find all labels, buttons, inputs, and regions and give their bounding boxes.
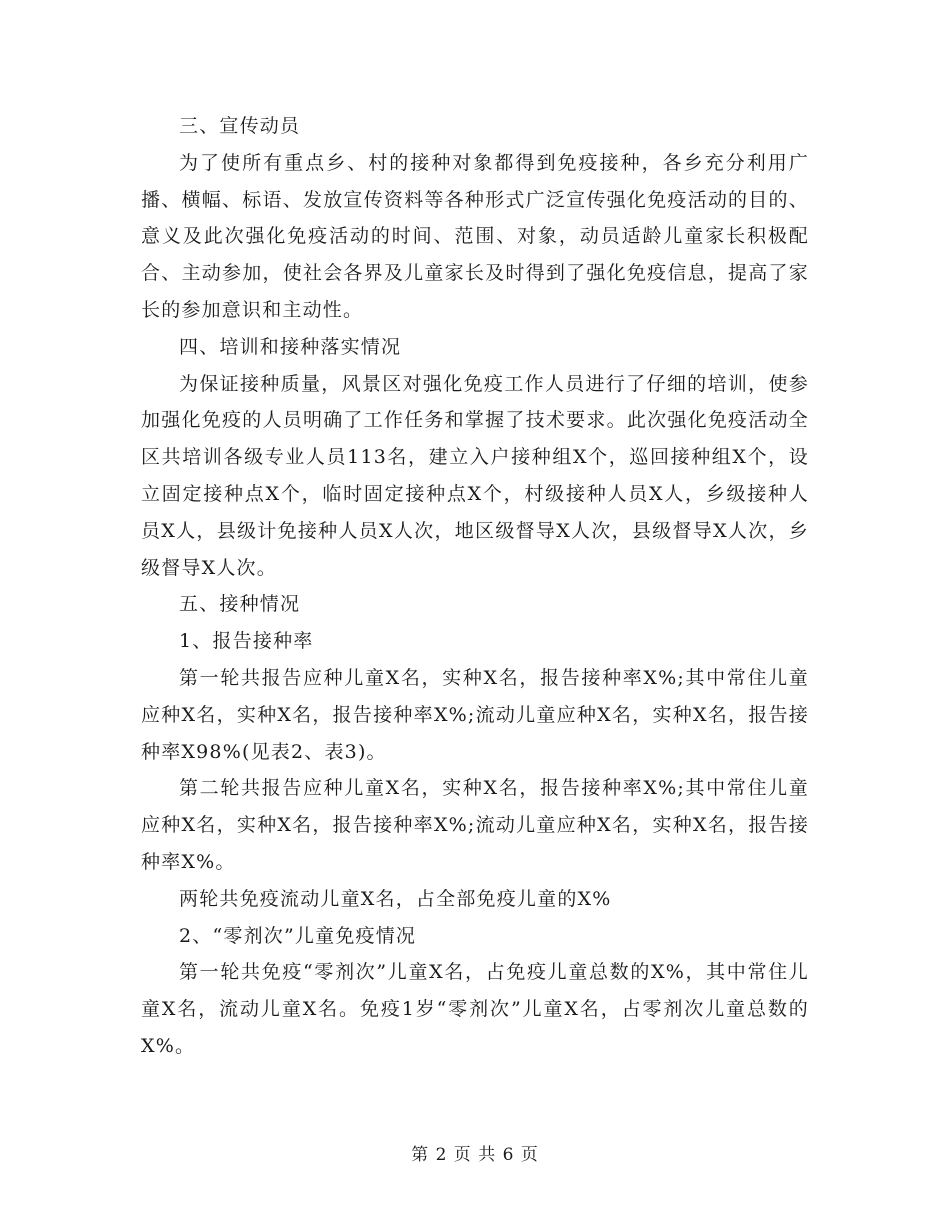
page-number-footer: 第 2 页 共 6 页: [411, 1145, 539, 1165]
subheading-zero-dose: 2、“零剂次”儿童免疫情况: [179, 924, 417, 947]
paragraph-zero-dose: 第一轮共免疫“零剂次”儿童X名，占免疫儿童总数的X%，其中常住儿童X名，流动儿童X名。免疫1岁“零剂次”儿童X名，占零剂次儿童总数的X%。: [141, 961, 809, 1057]
paragraph-round-one: 第一轮共报告应种儿童X名，实种X名，报告接种率X%;其中常住儿童应种X名，实种X名，报告接种率X%;流动儿童应种X名，实种X名，报告接种率X98%(见表2、表3)。: [141, 666, 809, 763]
paragraph-publicity: 为了使所有重点乡、村的接种对象都得到免疫接种，各乡充分利用广播、横幅、标语、发放宣传资料等各种形式广泛宣传强化免疫活动的目的、意义及此次强化免疫活动的时间、范围、对象，动员适龄儿童家长积极配合、主动参加，使社会各界及儿童家长及时得到了强化免疫信息，提高了家长的参加意识和主动性。: [141, 151, 809, 321]
paragraph-floating-children: 两轮共免疫流动儿童X名，占全部免疫儿童的X%: [179, 887, 612, 910]
subheading-reported-rate: 1、报告接种率: [179, 630, 314, 653]
document-body: [141, 108, 809, 1065]
paragraph-round-two: 第二轮共报告应种儿童X名，实种X名，报告接种率X%;其中常住儿童应种X名，实种X名，报告接种率X%;流动儿童应种X名，实种X名，报告接种率X%。: [141, 777, 809, 873]
section-heading-vaccination: 五、接种情况: [179, 593, 301, 616]
section-heading-publicity: 三、宣传动员: [179, 115, 301, 137]
section-heading-training: 四、培训和接种落实情况: [179, 335, 402, 358]
paragraph-training: 为保证接种质量，风景区对强化免疫工作人员进行了仔细的培训，使参加强化免疫的人员明确了工作任务和掌握了技术要求。此次强化免疫活动全区共培训各级专业人员113名，建立入户接种组X个，巡回接种组X个，设立固定接种点X个，临时固定接种点X个，村级接种人员X人，乡级接种人员X人，县级计免接种人员X人次，地区级督导X人次，县级督导X人次，乡级督导X人次。: [141, 372, 809, 579]
